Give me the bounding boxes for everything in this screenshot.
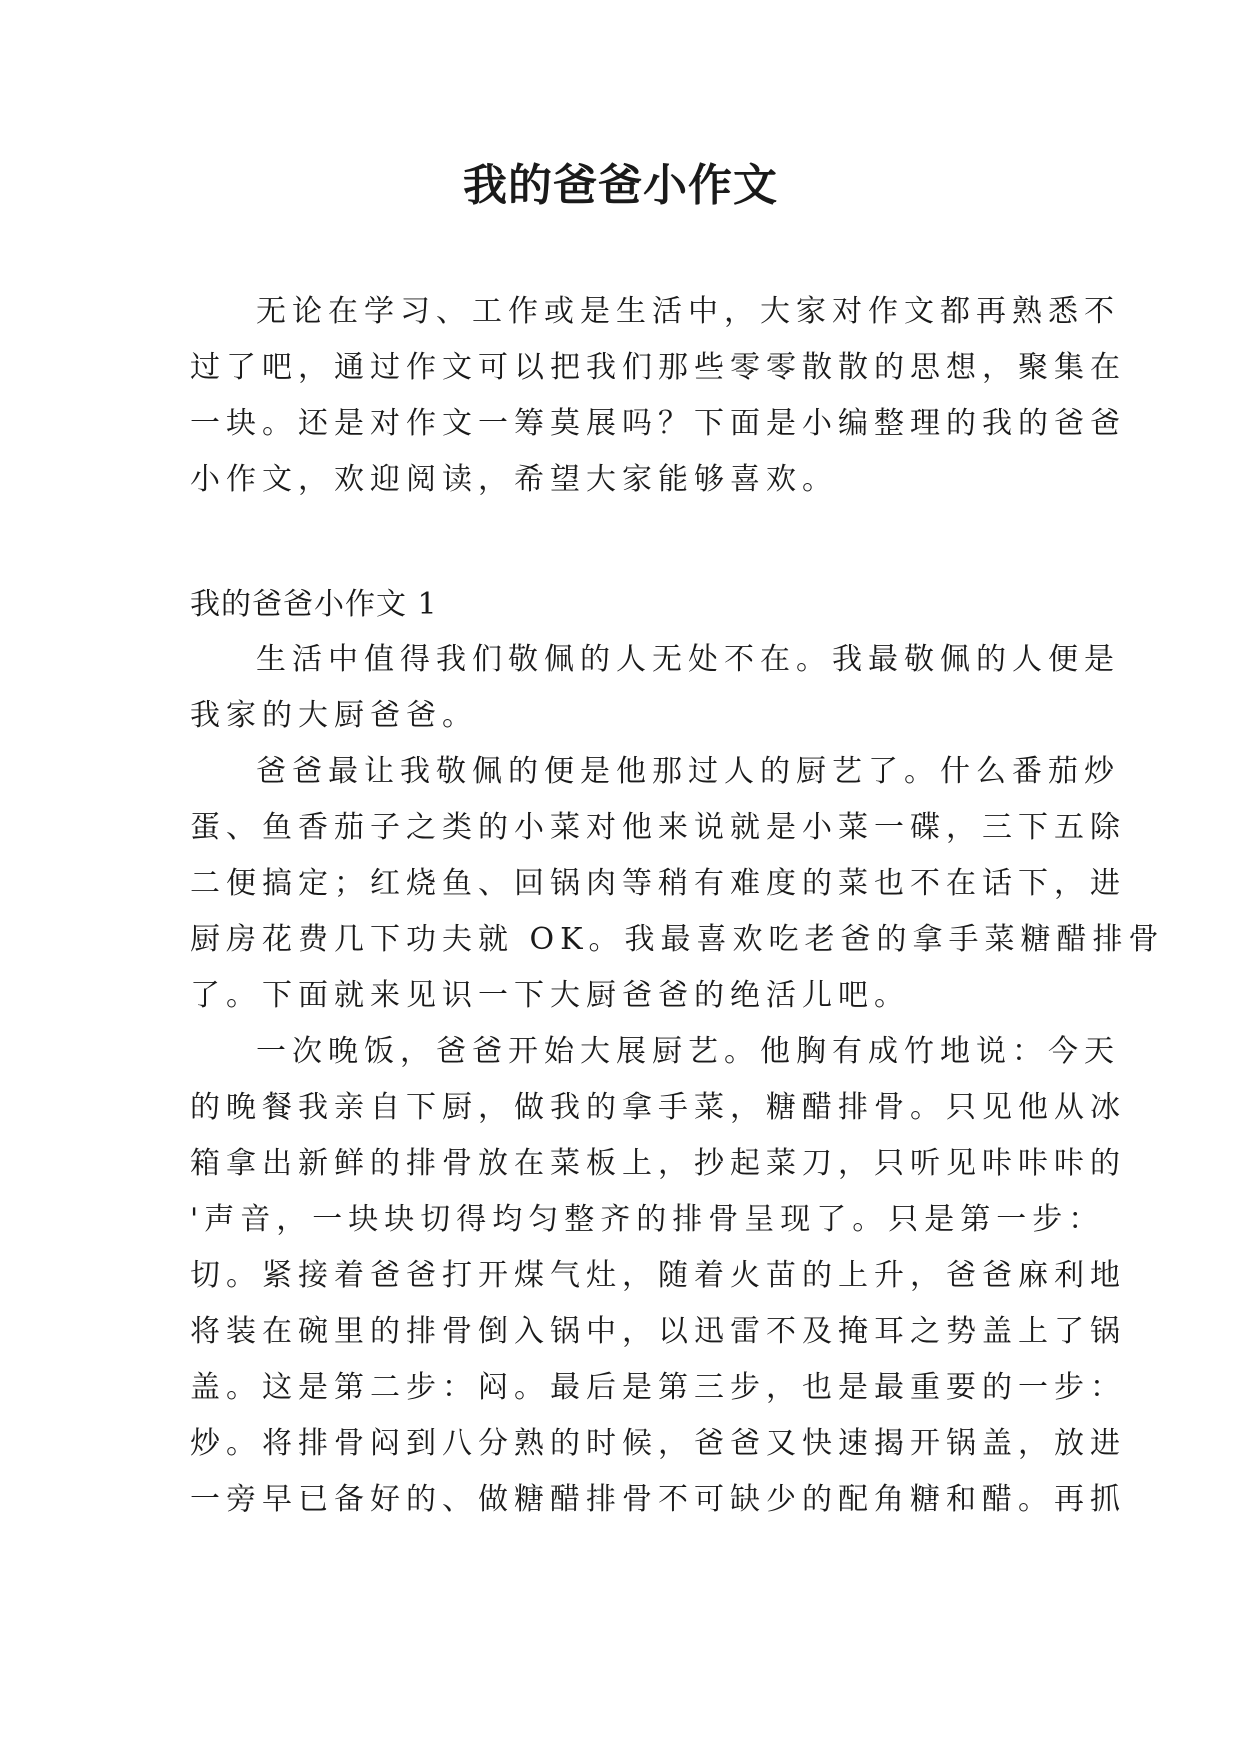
paragraph3-line-7: 盖。这是第二步：闷。最后是第三步，也是最重要的一步： xyxy=(190,1370,1126,1405)
paragraph2-line-2: 蛋、鱼香茄子之类的小菜对他来说就是小菜一碟，三下五除 xyxy=(190,810,1126,845)
section-heading: 我的爸爸小作文 1 xyxy=(190,587,438,622)
paragraph3-line-6: 将装在碗里的排骨倒入锅中，以迅雷不及掩耳之势盖上了锅 xyxy=(190,1314,1126,1349)
paragraph3-line-9: 一旁早已备好的、做糖醋排骨不可缺少的配角糖和醋。再抓 xyxy=(190,1482,1126,1517)
paragraph3-line-1: 一次晚饭，爸爸开始大展厨艺。他胸有成竹地说：今天 xyxy=(256,1034,1120,1069)
paragraph1-line-1: 生活中值得我们敬佩的人无处不在。我最敬佩的人便是 xyxy=(256,642,1120,677)
paragraph3-line-2: 的晚餐我亲自下厨，做我的拿手菜，糖醋排骨。只见他从冰 xyxy=(190,1090,1126,1125)
document-title: 我的爸爸小作文 xyxy=(463,160,778,211)
paragraph2-line-4: 厨房花费几下功夫就 OK。我最喜欢吃老爸的拿手菜糖醋排骨 xyxy=(190,922,1165,957)
intro-line-3: 一块。还是对作文一筹莫展吗？下面是小编整理的我的爸爸 xyxy=(190,406,1126,441)
paragraph3-line-8: 炒。将排骨闷到八分熟的时候，爸爸又快速揭开锅盖，放进 xyxy=(190,1426,1126,1461)
intro-line-1: 无论在学习、工作或是生活中，大家对作文都再熟悉不 xyxy=(256,294,1120,329)
paragraph1-line-2: 我家的大厨爸爸。 xyxy=(190,698,478,733)
intro-line-2: 过了吧，通过作文可以把我们那些零零散散的思想，聚集在 xyxy=(190,350,1126,385)
paragraph3-line-5: 切。紧接着爸爸打开煤气灶，随着火苗的上升，爸爸麻利地 xyxy=(190,1258,1126,1293)
paragraph2-line-1: 爸爸最让我敬佩的便是他那过人的厨艺了。什么番茄炒 xyxy=(256,754,1120,789)
paragraph2-line-5: 了。下面就来见识一下大厨爸爸的绝活儿吧。 xyxy=(190,978,910,1013)
intro-line-4: 小作文，欢迎阅读，希望大家能够喜欢。 xyxy=(190,462,838,497)
paragraph2-line-3: 二便搞定；红烧鱼、回锅肉等稍有难度的菜也不在话下，进 xyxy=(190,866,1126,901)
paragraph3-line-4: '声音，一块块切得均匀整齐的排骨呈现了。只是第一步： xyxy=(190,1202,1105,1237)
paragraph3-line-3: 箱拿出新鲜的排骨放在菜板上，抄起菜刀，只听见咔咔咔的 xyxy=(190,1146,1126,1181)
